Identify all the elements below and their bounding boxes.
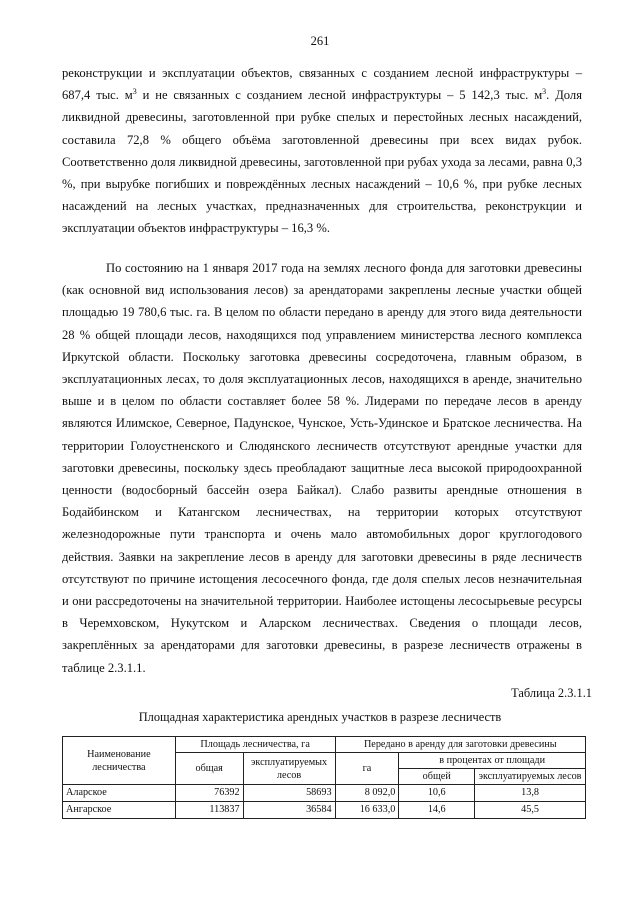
cubic-superscript-1: 3 <box>132 87 137 97</box>
cell-lease-ha: 8 092,0 <box>335 785 399 802</box>
cell-area-exploit: 36584 <box>243 802 335 819</box>
header-lease-pct-total: общей <box>399 769 475 785</box>
page-number: 261 <box>310 34 330 48</box>
header-area-total: общая <box>175 753 243 785</box>
cell-area-total: 113837 <box>175 802 243 819</box>
paragraph-1-text-c: . Доля ликвидной древесины, заготовленной при рубке спелых и перестойных лесных насаждений, составила 72,8 % общего объёма заготовленной древесины при всех видах рубок. Соответственно доля ликвидной древесины, заготовленной при рубах ухода за лесами, равна 0,3 %, при вырубке погибших и повреждённых лесных насаждений – 10,6 %, при рубке лесных насаждений на лесных участках, предназначенных для строительства, реконструкции и эксплуатации объектов инфраструктуры – 16,3 %. <box>62 88 582 236</box>
cell-lease-ha: 16 633,0 <box>335 802 399 819</box>
cell-pct-exploit: 45,5 <box>475 802 586 819</box>
paragraph-1-text-a: реконструкции и эксплуатации объектов, связанных с созданием лесной инфраструктуры – 687,4 тыс. м <box>62 66 582 103</box>
header-lease-ha: га <box>335 753 399 785</box>
cell-area-exploit: 58693 <box>243 785 335 802</box>
paragraph-1 <box>62 62 582 240</box>
cell-pct-total: 10,6 <box>399 785 475 802</box>
paragraph-2: По состоянию на 1 января 2017 года на землях лесного фонда для заготовки древесины (как основной вид использования лесов) за арендаторами закреплены лесные участки общей площадью 19 780,6 тыс. га. В целом по области передано в аренду для этого вида деятельности 28 % общей площади лесов, находящихся под управлением министерства лесного комплекса Иркутской области. Поскольку заготовка древесины сосредоточена, главным образом, в эксплуатационных лесах, то доля эксплуатационных лесов, находящихся в аренде, значительно выше и в целом по области составляет более 58 %. Лидерами по передаче лесов в аренду являются Илимское, Северное, Падунское, Чунское, Усть-Удинское и Братское лесничества. На территории Голоустненского и Слюдянского лесничеств отсутствуют арендные участки для заготовки древесины, поскольку здесь преобладают защитные леса высокой природоохранной ценности (водосборный бассейн озера Байкал). Слабо развиты арендные отношения в Бодайбинском и Катангском лесничествах, на территории которых отсутствуют железнодорожные пути транспорта и очень мало автомобильных дорог круглогодового действия. Заявки на закрепление лесов в аренду для заготовки древесины в ряде лесничеств отсутствуют по причине истощения лесосечного фонда, где доля спелых лесов незначительная и они рассредоточены на значительной территории. Наиболее истощены лесосырьевые ресурсы в Черемховском, Нукутском и Аларском лесничествах. Сведения о площади лесов, закреплённых за арендаторами для заготовки древесины, в разрезе лесничеств отражены в таблице 2.3.1.1. <box>62 261 582 675</box>
header-lease-group: Передано в аренду для заготовки древесины <box>335 737 585 753</box>
cell-area-total: 76392 <box>175 785 243 802</box>
header-name: Наименование лесничества <box>63 737 176 785</box>
table-title: Площадная характеристика арендных участков в разрезе лесничеств <box>138 710 502 724</box>
cell-name: Аларское <box>63 785 176 802</box>
header-lease-pct-exploit: эксплуатируемых лесов <box>475 769 586 785</box>
cubic-superscript-2: 3 <box>542 87 547 97</box>
cell-pct-total: 14,6 <box>399 802 475 819</box>
header-area-exploit: эксплуатируемых лесов <box>243 753 335 785</box>
cell-name: Ангарское <box>63 802 176 819</box>
table-label: Таблица 2.3.1.1 <box>511 686 592 700</box>
table-row <box>63 785 586 802</box>
table-row <box>63 802 586 819</box>
paragraph-1-text-b: и не связанных с созданием лесной инфраструктуры – 5 142,3 тыс. м <box>136 88 543 103</box>
header-lease-pct-group: в процентах от площади <box>399 753 586 769</box>
header-area-group: Площадь лесничества, га <box>175 737 335 753</box>
lease-area-table <box>62 736 586 819</box>
cell-pct-exploit: 13,8 <box>475 785 586 802</box>
